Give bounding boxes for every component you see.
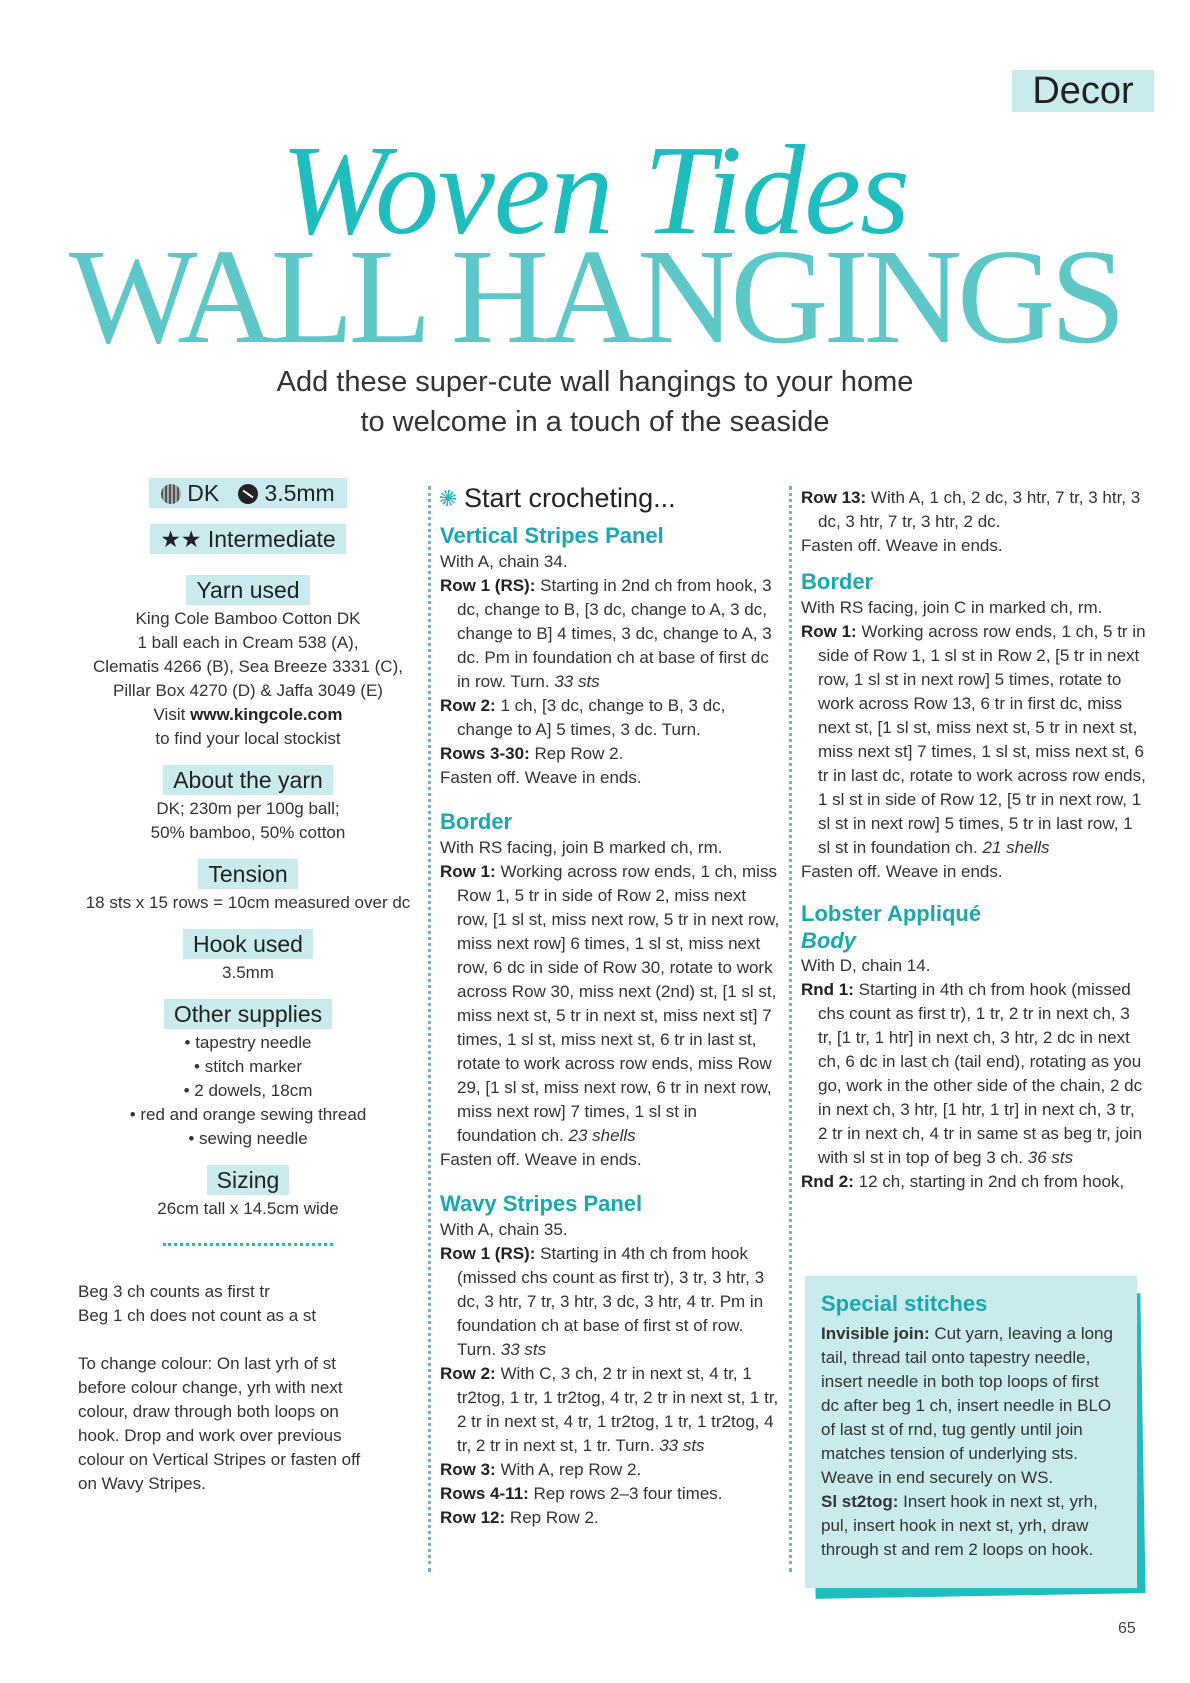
row-text: Rep Row 2. (529, 744, 624, 763)
stitch-count: 33 sts (659, 1436, 705, 1455)
stitch-count: 23 shells (568, 1126, 636, 1145)
pattern-row (440, 1506, 780, 1530)
column-divider-right (789, 486, 792, 1572)
hook-used-heading: Hook used (183, 929, 313, 959)
about-line: 50% bamboo, 50% cotton (150, 823, 346, 842)
row-text: With A, 1 ch, 2 dc, 3 htr, 7 tr, 3 htr, 3 dc, 3 htr, 7 tr, 3 htr, 2 dc. (818, 488, 1141, 531)
page-number: 65 (1118, 1620, 1136, 1637)
body-subheading: Body (801, 928, 856, 953)
row-label: Rnd 1: (801, 980, 854, 999)
row-text: Starting in 4th ch from hook (missed chs count as first tr), 3 tr, 3 htr, 3 dc, 3 htr, 7 tr, 3 htr, 3 dc, 3 htr, 4 tr. Pm in foundation ch at base of first st of row. Turn. (457, 1244, 765, 1359)
visit-prefix: Visit (153, 705, 191, 724)
supply-item: • red and orange sewing thread (129, 1105, 367, 1124)
lobster-intro: With D, chain 14. (801, 956, 931, 975)
row-label: Row 2: (440, 1364, 496, 1383)
stitch-count: 33 sts (554, 672, 600, 691)
fasten-off: Fasten off. Weave in ends. (801, 862, 1003, 881)
wavy-panel-heading: Wavy Stripes Panel (440, 1191, 643, 1216)
row-text: With C, 3 ch, 2 tr in next st, 4 tr, 1 tr2tog, 1 tr, 1 tr2tog, 4 tr, 2 tr in next st, 1 tr, 2 tr in next st, 4 tr, 1 tr2tog, 1 tr, 1 tr2tog, 4 tr, 2 tr in next st, 1 tr. Turn. (457, 1364, 779, 1455)
pattern-row (440, 574, 780, 694)
vertical-intro: With A, chain 34. (440, 552, 568, 571)
special-text: Cut yarn, leaving a long tail, thread tail onto tapestry needle, insert needle in both top loops of first dc after beg 1 ch, insert needle in BLO of last st of rnd, tug gently until join matches tension of underlying sts. Weave in end securely on WS. (821, 1324, 1113, 1487)
yarn-line: King Cole Bamboo Cotton DK (135, 609, 361, 628)
wavy-border-intro: With RS facing, join C in marked ch, rm. (801, 598, 1103, 617)
pattern-row (801, 978, 1146, 1170)
vertical-panel-heading: Vertical Stripes Panel (440, 523, 664, 548)
supplies-list (78, 1031, 418, 1151)
pattern-row (440, 694, 780, 742)
row-text: 1 ch, [3 dc, change to B, 3 dc, change to A] 5 times, 3 dc. Turn. (457, 696, 726, 739)
pattern-row (801, 620, 1146, 860)
other-supplies-heading: Other supplies (164, 999, 332, 1029)
row-label: Row 3: (440, 1460, 496, 1479)
pattern-row (440, 860, 780, 1148)
meta-pill (149, 478, 346, 508)
row-text: Starting in 4th ch from hook (missed chs count as first tr), 1 tr, 2 tr in next ch, 3 tr, [1 tr, 1 htr] in next ch, 3 htr, 2 dc in next ch, 6 dc in last ch (tail end), rotating as you go, work in the other side of the chain, 2 dc in next ch, 3 htr, [1 htr, 1 tr] in next ch, 3 tr, 2 tr in next ch, 4 tr in same st as beg tr, join with sl st in top of beg 3 ch. (818, 980, 1143, 1167)
pattern-row (801, 1170, 1146, 1194)
meta-row (78, 478, 418, 508)
hook-size: 3.5mm (264, 480, 335, 506)
row-text: Working across row ends, 1 ch, miss Row 1, 5 tr in side of Row 2, miss next row, [1 sl st, miss next row, 5 tr in next row, miss next row] 6 times, 1 sl st, miss next row, 6 dc in side of Row 30, rotate to work across Row 30, miss next (2nd) st, [1 sl st, miss next st, 5 tr in next st, miss next st] 7 times, 1 sl st, miss next st, 6 tr in last st, rotate to work across row ends, miss Row 29, [1 sl st, miss next row, 6 tr in next row, miss next row] 7 times, 1 sl st in foundation ch. (457, 862, 780, 1145)
yarn-line: Pillar Box 4270 (D) & Jaffa 3049 (E) (113, 681, 383, 700)
pattern-row (440, 742, 780, 766)
stitch-count: 36 sts (1027, 1148, 1074, 1167)
visit-line (78, 703, 418, 727)
special-label: Invisible join: (821, 1324, 930, 1343)
sparkle-icon (440, 490, 456, 506)
special-text: Insert hook in next st, yrh, pul, insert hook in next st, yrh, draw through st and rem 2 loops on hook. (821, 1492, 1098, 1559)
supply-item: • tapestry needle (184, 1033, 312, 1052)
start-heading (440, 482, 780, 514)
pattern-column-1 (440, 482, 780, 1530)
row-label: Row 1: (440, 862, 496, 881)
start-label: Start crocheting... (464, 483, 676, 513)
row-label: Row 1 (RS): (440, 1244, 536, 1263)
stitch-count: 21 shells (982, 838, 1050, 857)
row-label: Rows 4-11: (440, 1484, 529, 1503)
sizing-heading: Sizing (207, 1165, 290, 1195)
vertical-border-intro: With RS facing, join B marked ch, rm. (440, 838, 723, 857)
section-tag: Decor (1012, 70, 1154, 112)
pattern-row (440, 1482, 780, 1506)
beg-note: Beg 3 ch counts as first tr (78, 1282, 270, 1301)
vertical-border-heading: Border (440, 809, 513, 834)
about-line: DK; 230m per 100g ball; (156, 799, 340, 818)
row-text: 12 ch, starting in 2nd ch from hook, (853, 1172, 1125, 1191)
pattern-row (440, 1242, 780, 1362)
standfirst-line-1: Add these super-cute wall hangings to your home (276, 366, 914, 398)
row-label: Row 12: (440, 1508, 506, 1527)
level-badge: ★★ Intermediate (150, 524, 345, 554)
row-label: Row 2: (440, 696, 496, 715)
lobster-heading: Lobster Appliqué (801, 901, 982, 926)
hook-used-text: 3.5mm (222, 963, 274, 982)
row-label: Rnd 2: (801, 1172, 854, 1191)
row-label: Row 1 (RS): (440, 576, 536, 595)
beg-note: Beg 1 ch does not count as a st (78, 1306, 317, 1325)
special-item (821, 1490, 1119, 1562)
wavy-border-heading: Border (801, 569, 874, 594)
row-text: Starting in 2nd ch from hook, 3 dc, change to B, [3 dc, change to A, 3 dc, change to B] 4 times, 3 dc, change to A, 3 dc. Pm in foundation ch at base of first dc in row. Turn. (457, 576, 772, 691)
supply-item: • sewing needle (188, 1129, 308, 1148)
standfirst-line-2: to welcome in a touch of the seaside (360, 406, 830, 438)
yarn-used-heading: Yarn used (186, 575, 309, 605)
stockist-text: to find your local stockist (155, 729, 341, 748)
yarn-ball-icon (161, 484, 181, 504)
materials-column (78, 478, 418, 1496)
title-script: Woven Tides (281, 119, 909, 261)
row-text: Rep Row 2. (505, 1508, 599, 1527)
special-label: Sl st2tog: (821, 1492, 899, 1511)
tension-heading: Tension (198, 859, 297, 889)
fasten-off: Fasten off. Weave in ends. (801, 536, 1003, 555)
fasten-off: Fasten off. Weave in ends. (440, 768, 642, 787)
yarn-line: 1 ball each in Cream 538 (A), (137, 633, 359, 652)
tension-text: 18 sts x 15 rows = 10cm measured over dc (85, 893, 411, 912)
about-yarn-heading: About the yarn (163, 765, 333, 795)
about-yarn-text (78, 797, 418, 845)
row-text: Rep rows 2–3 four times. (528, 1484, 723, 1503)
row-label: Row 13: (801, 488, 867, 507)
fasten-off: Fasten off. Weave in ends. (440, 1150, 642, 1169)
column-divider-left (428, 486, 431, 1572)
row-label: Row 1: (801, 622, 857, 641)
pattern-column-2 (801, 486, 1146, 1194)
colour-change-note: To change colour: On last yrh of st before colour change, yrh with next colour, draw through both loops on hook. Drop and work over previous colour on Vertical Stripes or fasten off on Wavy Stripes. (78, 1354, 361, 1493)
title-caps: WALL HANGINGS (69, 222, 1121, 372)
stockist-link[interactable]: www.kingcole.com (190, 705, 343, 724)
standfirst (0, 362, 1190, 442)
pattern-row (440, 1362, 780, 1458)
beg-notes (78, 1280, 418, 1328)
pattern-row (801, 486, 1146, 534)
stitch-count: 33 sts (500, 1340, 547, 1359)
row-text: With A, rep Row 2. (495, 1460, 642, 1479)
dotted-divider (163, 1243, 333, 1246)
special-stitches-box (805, 1276, 1145, 1601)
special-item (821, 1322, 1119, 1490)
supply-item: • 2 dowels, 18cm (183, 1081, 313, 1100)
yarn-used-text (78, 607, 418, 751)
supply-item: • stitch marker (194, 1057, 302, 1076)
wavy-intro: With A, chain 35. (440, 1220, 568, 1239)
hook-icon (238, 484, 258, 504)
row-label: Rows 3-30: (440, 744, 530, 763)
sizing-text: 26cm tall x 14.5cm wide (157, 1199, 339, 1218)
yarn-line: Clematis 4266 (B), Sea Breeze 3331 (C), (93, 657, 403, 676)
special-heading: Special stitches (821, 1291, 988, 1316)
row-text: Working across row ends, 1 ch, 5 tr in side of Row 1, 1 sl st in Row 2, [5 tr in next row, 1 sl st in next row] 5 times, rotate to work across Row 13, 6 tr in first dc, miss next st, [1 sl st, miss next st, 5 tr in next st, miss next st] 7 times, 1 sl st, miss next st, 6 tr in last dc, rotate to work across row ends, 1 sl st in side of Row 12, [5 tr in next row, 1 sl st in next row] 5 times, 5 tr in last row, 1 sl st in foundation ch. (818, 622, 1146, 857)
pattern-row (440, 1458, 780, 1482)
yarn-weight: DK (187, 480, 220, 506)
special-stitches-panel (805, 1276, 1137, 1588)
